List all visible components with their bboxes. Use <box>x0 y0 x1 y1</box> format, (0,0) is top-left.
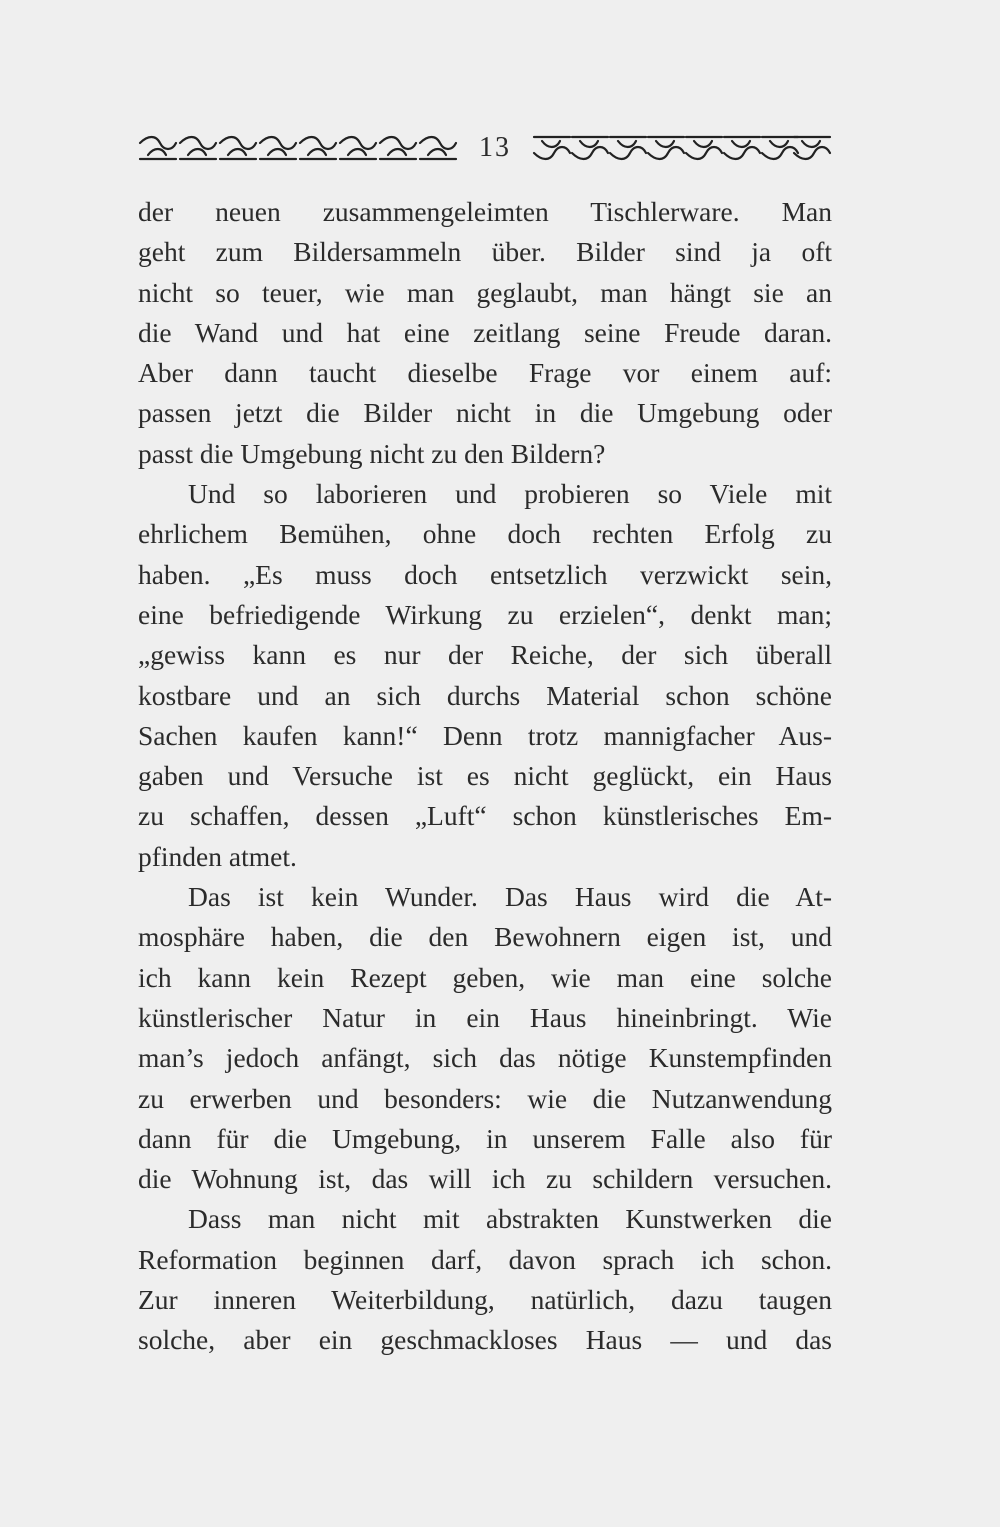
page-header <box>138 128 832 168</box>
text-line: Aber dann taucht dieselbe Frage vor einem auf: <box>138 357 832 389</box>
wave-ornament-icon <box>138 133 458 163</box>
text-line: ehrlichem Bemühen, ohne doch rechten Erfolg zu <box>138 518 832 550</box>
text-line: man’s jedoch anfängt, sich das nötige Kunstempfinden <box>138 1042 832 1074</box>
body-text <box>138 192 832 1361</box>
text-line: Reformation beginnen darf, davon sprach ich schon. <box>138 1243 832 1275</box>
text-line: gaben und Versuche ist es nicht geglückt, ein Haus <box>138 760 832 792</box>
text-line: Dass man nicht mit abstrakten Kunstwerken die <box>188 1203 832 1235</box>
text-line: passen jetzt die Bilder nicht in die Umgebung oder <box>138 397 832 429</box>
text-line: geht zum Bildersammeln über. Bilder sind ja oft <box>138 236 832 268</box>
text-line: zu schaffen, dessen „Luft“ schon künstlerisches Em- <box>138 800 832 832</box>
text-line: Zur inneren Weiterbildung, natürlich, dazu taugen <box>138 1284 832 1316</box>
text-line: „gewiss kann es nur der Reiche, der sich überall <box>138 639 832 671</box>
text-line: kostbare und an sich durchs Material schon schöne <box>138 679 832 711</box>
text-line: haben. „Es muss doch entsetzlich verzwickt sein, <box>138 558 832 590</box>
page-number: 13 <box>479 132 511 163</box>
text-line: Sachen kaufen kann!“ Denn trotz mannigfacher Aus- <box>138 719 832 751</box>
paragraph <box>138 474 832 877</box>
paragraph <box>138 877 832 1199</box>
text-line: Das ist kein Wunder. Das Haus wird die At- <box>188 881 832 913</box>
text-line: die Wand und hat eine zeitlang seine Freude daran. <box>138 316 832 348</box>
text-line: die Wohnung ist, das will ich zu schildern versuchen. <box>138 1163 832 1195</box>
text-line: solche, aber ein geschmackloses Haus — und das <box>138 1324 832 1356</box>
paragraph <box>138 192 832 474</box>
text-line: passt die Umgebung nicht zu den Bildern? <box>138 437 606 469</box>
wave-ornament-icon <box>532 133 832 163</box>
text-line: ich kann kein Rezept geben, wie man eine solche <box>138 961 832 993</box>
text-line: der neuen zusammengeleimten Tischlerware. Man <box>138 196 832 227</box>
paragraph <box>138 1199 832 1360</box>
text-line: Und so laborieren und probieren so Viele mit <box>188 478 832 510</box>
text-line: zu erwerben und besonders: wie die Nutzanwendung <box>138 1082 832 1114</box>
text-line: dann für die Umgebung, in unserem Falle also für <box>138 1122 832 1154</box>
text-line: pfinden atmet. <box>138 840 297 872</box>
text-line: eine befriedigende Wirkung zu erzielen“, denkt man; <box>138 598 832 630</box>
text-line: nicht so teuer, wie man geglaubt, man hängt sie an <box>138 276 832 308</box>
text-line: mosphäre haben, die den Bewohnern eigen ist, und <box>138 921 832 953</box>
text-line: künstlerischer Natur in ein Haus hineinbringt. Wie <box>138 1001 832 1033</box>
